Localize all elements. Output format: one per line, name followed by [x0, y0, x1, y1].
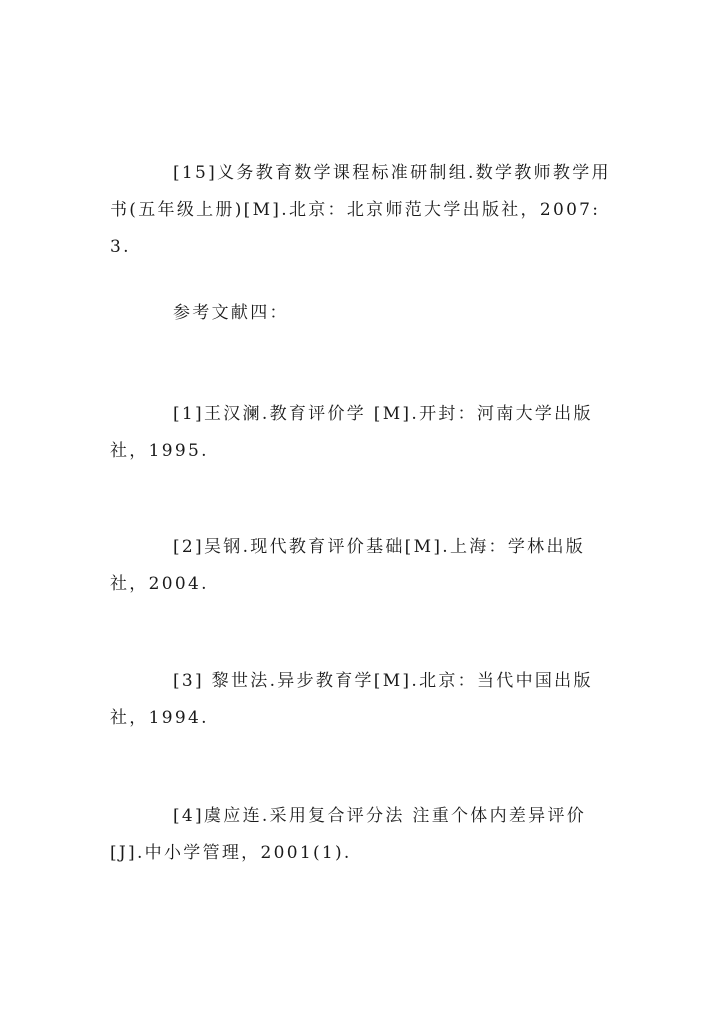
reference-2: [2]吴钢.现代教育评价基础[M].上海：学林出版社，2004.	[110, 537, 586, 594]
reference-1: [1]王汉澜.教育评价学 [M].开封：河南大学出版社，1995.	[110, 404, 593, 461]
reference-3: [3] 黎世法.异步教育学[M].北京：当代中国出版社，1994.	[110, 671, 593, 728]
reference-15: [15]义务教育数学课程标准研制组.数学教师教学用书(五年级上册)[M].北京：北京师范大学出版社，2007:3.	[110, 163, 611, 257]
reference-4: [4]虞应连.采用复合评分法 注重个体内差异评价[J].中小学管理，2001(1).	[110, 806, 587, 863]
section-heading-references-4: 参考文献四：	[173, 303, 289, 323]
